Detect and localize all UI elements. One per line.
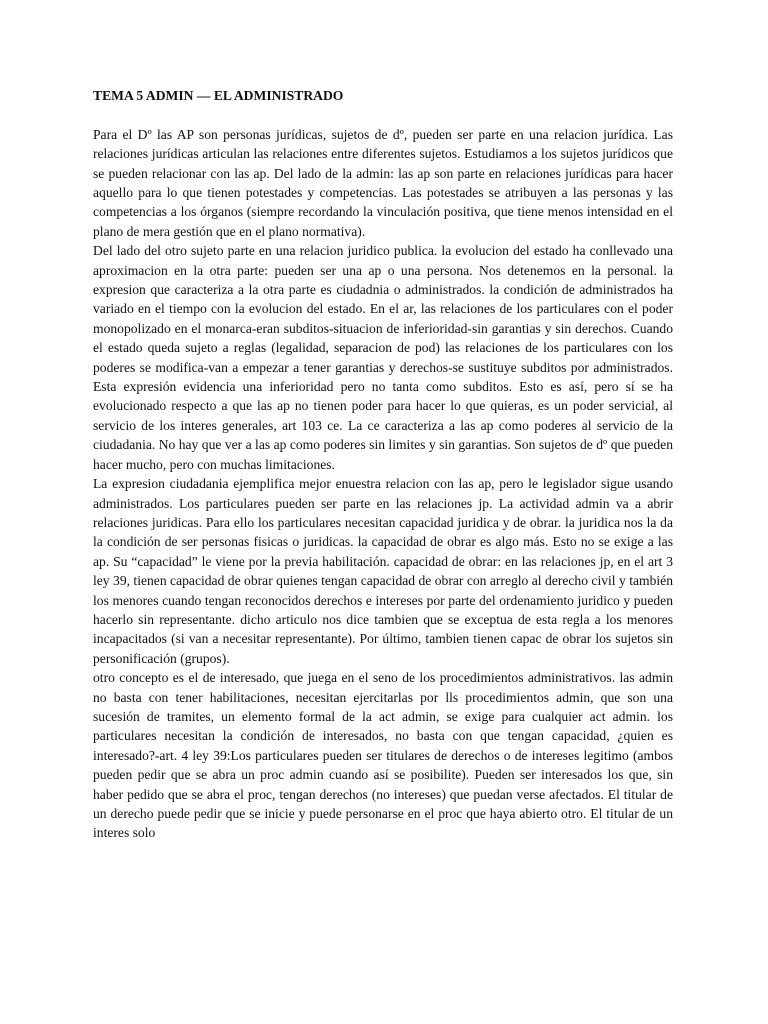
paragraph-4: otro concepto es el de interesado, que juega en el seno de los procedimientos administrativos. las admin no basta con tener habilitaciones, necesitan ejercitarlas por lls procedimientos admin, que son una sucesión de tramites, un elemento formal de la act admin, se exige para cualquier act admin. los particulares necesitan la condición de interesados, no basta con que tengan capacidad, ¿quien es interesado?-art. 4 ley 39:Los particulares pueden ser titulares de derechos o de intereses legitimo (ambos pueden pedir que se abra un proc admin cuando así se posibilite). Pueden ser interesados los que, sin haber pedido que se abra el proc, tengan derechos (no intereses) que puedan verse afectados. El titular de un derecho puede pedir que se inicie y puede personarse en el proc que haya abierto otro. El titular de un interes solo [93,670,673,841]
document-title: TEMA 5 ADMIN — EL ADMINISTRADO [93,88,344,103]
paragraph-3: La expresion ciudadania ejemplifica mejor enuestra relacion con las ap, pero le legislador sigue usando administrados. Los particulares pueden ser parte en las relaciones jp. La actividad admin va a abrir relaciones juridicas. Para ello los particulares necesitan capacidad juridica y de obrar. la juridica nos la da la condición de ser personas fisicas o juridicas. la capacidad de obrar es algo más. Esto no se exige a las ap. Su “capacidad” le viene por la previa habilitación. capacidad de obrar: en las relaciones jp, en el art 3 ley 39, tienen capacidad de obrar quienes tengan capacidad de obrar con arreglo al derecho civil y también los menores cuando tengan reconocidos derechos e intereses por parte del ordenamiento juridico y pueden hacerlo sin representante. dicho articulo nos dice tambien que se exceptua de esta regla a los menores incapacitados (si van a necesitar representante). Por último, tambien tienen capac de obrar los sujetos sin personificación (grupos). [93,476,673,666]
document-page [93,86,673,843]
paragraph-2: Del lado del otro sujeto parte en una relacion juridico publica. la evolucion del estado ha conllevado una aproximacion en la otra parte: pueden ser una ap o una persona. Nos detenemos en la personal. la expresion que caracteriza a la otra parte es ciudadnia o administrados. la condición de administrados ha variado en el tiempo con la evolucion del estado. En el ar, las relaciones de los particulares con el poder monopolizado en el monarca-eran subditos-situacion de inferioridad-sin garantias y sin derechos. Cuando el estado queda sujeto a reglas (legalidad, separacion de pod) las relaciones de los particulares con los poderes se modifica-van a empezar a tener garantias y derechos-se sustituye subditos por administrados. Esta expresión evidencia una inferioridad pero no tanta como subditos. Esto es así, pero sí se ha evolucionado respecto a que las ap no tienen poder para hacer lo que quieras, es un poder servicial, al servicio de los interes generales, art 103 ce. La ce caracteriza a las ap como poderes al servicio de la ciudadania. No hay que ver a las ap como poderes sin limites y sin garantias. Son sujetos de dº que pueden hacer mucho, pero con muchas limitaciones. [93,243,673,472]
paragraph-1: Para el Dº las AP son personas jurídicas, sujetos de dº, pueden ser parte en una relacion jurídica. Las relaciones jurídicas articulan las relaciones entre diferentes sujetos. Estudiamos a los sujetos jurídicos que se pueden relacionar con las ap. Del lado de la admin: las ap son parte en relaciones jurídicas para hacer aquello para lo que tienen potestades y competencias. Las potestades se atribuyen a las personas y las competencias a los órganos (siempre recordando la vinculación positiva, que tiene menos intensidad en el plano de mera gestión que en el plano normativa). [93,126,673,239]
